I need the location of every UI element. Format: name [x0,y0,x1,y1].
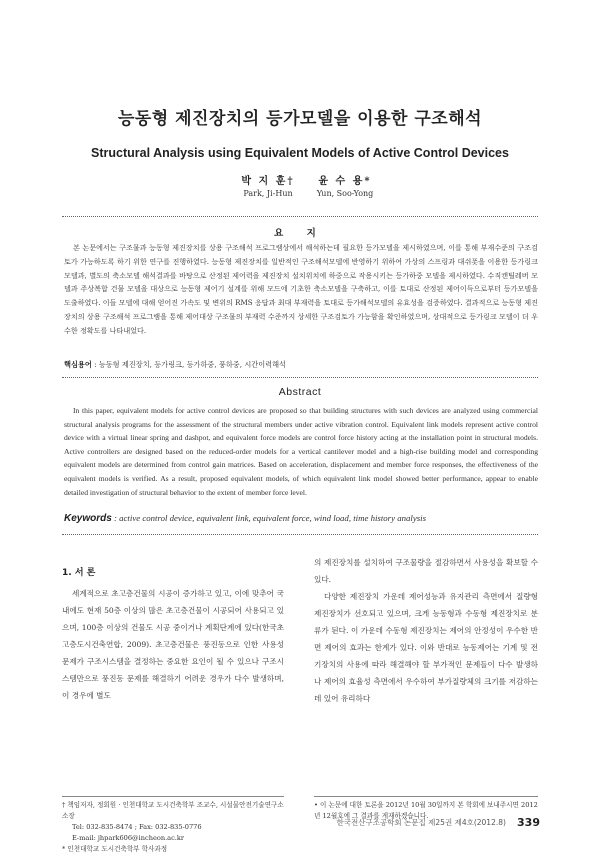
author-2-name-english: Yun, Soo-Yong [316,189,374,198]
keywords-korean-list: : 능동형 제진장치, 등가링크, 등가하중, 풍하중, 시간이력해석 [91,360,286,369]
divider-bottom [62,534,538,535]
footnote-line: * 인천대학교 도시건축학부 학사과정 [62,845,168,853]
keywords-english-list: : active control device, equivalent link, equivalent force, wind load, time history analysis [111,513,427,523]
footnote-line: E-mail: jhpark606@incheon.ac.kr [72,834,185,842]
footnote-author-info [62,800,284,855]
keywords-korean-label: 핵심용어 [64,360,92,369]
page-footer [336,812,540,831]
section-1-heading: 1. 서 론 [62,568,96,578]
body-paragraph: 세계적으로 초고층건물의 시공이 증가하고 있고, 이에 맞추어 국내에도 현재 50층 이상의 많은 초고층건물이 시공되어 사용되고 있으며, 100층 이상의 건물도 시공 중이거나 계획단계에 있다(한국초고층도시건축연합, 2009). 초고층건물은 풍진동으로 인한 사용성 문제가 구조시스템을 결정하는 중요한 요인이 될 수 있으나 구조시스템만으로 풍진동 문제를 해결하기 어려운 경우가 다수 발생하며, 이 경우에 별도 [62,589,284,700]
author-1-name-english: Park, Ji-Hun [243,189,293,198]
abstract-korean-heading: 요 지 [274,228,326,239]
divider-top [62,216,538,217]
footnote-line: • 이 논문에 대한 토론을 2012년 10월 30일까지 본 학회에 보내주시면 2012년 12월호에 그 결과를 게재하겠습니다. [314,801,538,820]
abstract-english-body: In this paper, equivalent models for active control devices are proposed so that building structures with such devices are analyzed using commercial structural analysis programs for the assessment of the structural members under active vibration control. Equivalent link models represent active control device with a virtual linear spring and dashpot, and equivalent force models are control force history acting at the installation point in structural models. Active controllers are designed based on the reduced-order models for a vertical cantilever model and a high-rise building model and corresponding equivalent models are determined from control gain matrices. Based on acceleration, displacement and member force responses, the effectiveness of the equivalent models is verified. As a result, proposed equivalent models, of which equivalent link model showed better performance, appear to enable detailed investigation of structural behavior to the extent of member force level. [64,406,538,497]
abstract-english-heading: Abstract [278,386,322,398]
body-column-right [314,554,538,707]
paper-title-english: Structural Analysis using Equivalent Models of Active Control Devices [91,146,509,160]
page-number: 339 [517,816,540,829]
author-2-name-korean: 윤 수 용* [318,176,372,187]
abstract-korean-body: 본 논문에서는 구조물과 능동형 제진장치를 상용 구조해석 프로그램상에서 해석하는데 필요한 등가모델을 제시하였으며, 이를 통해 부재수준의 구조검토가 가능하도록 하기 위한 연구를 진행하였다. 능동형 제진장치를 일반적인 구조해석모델에 반영하기 위하여 가상의 스프링과 대쉬폿을 이용한 등가링크 모델과, 별도의 축소모델 해석결과를 바탕으로 산정된 제어력을 제진장치 설치위치에 하중으로 작용시키는 등가하중 모델을 제시하였다. 수직캔틸레버 모델과 주상복합 건물 모델을 대상으로 능동형 제어기 설계를 위해 모드에 기초한 축소모델을 구축하고, 이를 토대로 산정된 제어이득으로부터 등가모델을 도출하였다. 이들 모델에 대해 얻어진 가속도 및 변위의 RMS 응답과 최대 부재력을 토대로 등가해석모델의 유효성을 검증하였다. 결과적으로 능동형 제진장치의 상용 구조해석 프로그램을 통해 제어대상 구조물의 부재력 수준까지 상세한 구조검토가 가능함을 확인하였으며, 상대적으로 등가링크 모델이 더 우수한 정확도를 나타내었다. [64,243,538,335]
footnote-rule-right [314,796,538,797]
footnote-line: Tel: 032-835-8474 ; Fax: 032-835-0776 [72,823,202,831]
keywords-english-label: Keywords [64,513,112,524]
body-paragraph: 다양한 제진장치 가운데 제어성능과 유지관리 측면에서 질량형 제진장치가 선호되고 있으며, 크게 능동형과 수동형 제진장치로 분류가 된다. 이 가운데 수동형 제진장치는 제어의 안정성이 우수한 반면 제어의 효과는 한계가 있다. 이와 반대로 능동제어는 기계 및 전기장치의 사용에 따라 해결해야 할 부가적인 문제들이 다수 발생하나 제어의 효율성 측면에서 우수하여 부가질량체의 크기를 저감하는데 있어 유리하다 [314,592,538,703]
keywords-english [64,513,538,524]
body-paragraph: 의 제진장치를 설치하여 구조물량을 절감하면서 사용성을 확보할 수 있다. [314,558,538,584]
journal-citation: 한국전산구조공학회 논문집 제25권 제4호(2012.8) [336,818,506,827]
footnote-rule-left [62,796,284,797]
body-column-left [62,585,284,704]
keywords-korean [64,360,538,370]
paper-title-korean: 능동형 제진장치의 등가모델을 이용한 구조해석 [117,109,483,129]
author-1-name-korean: 박 지 훈† [241,176,295,187]
footnote-line: † 책임저자, 정회원 · 인천대학교 도시건축학부 조교수, 시설물안전기술연구소 소장 [62,801,284,820]
divider-middle [62,377,538,378]
author-2 [295,172,395,198]
